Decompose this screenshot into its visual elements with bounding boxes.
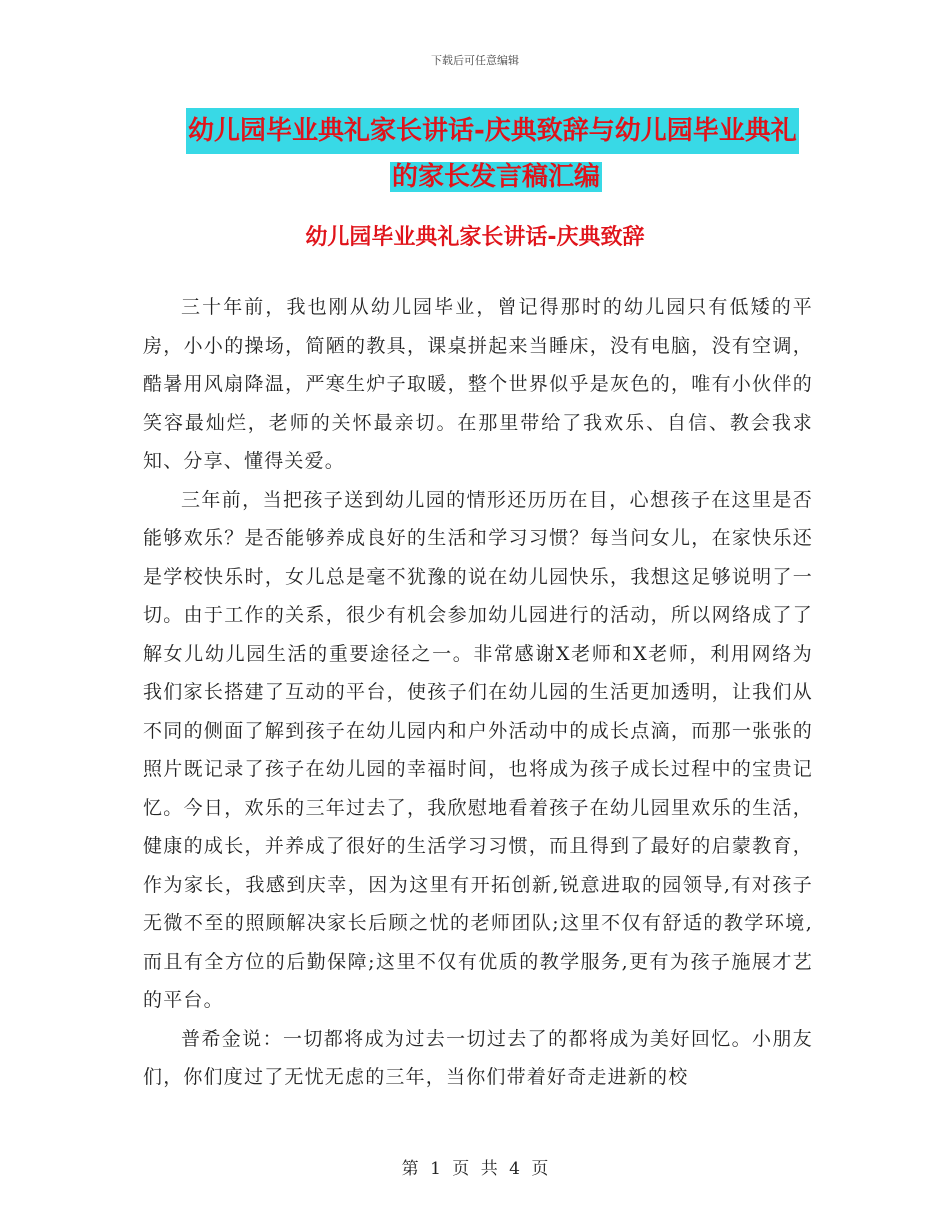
document-title-line-2-wrapper [186,154,806,200]
section-title: 幼儿园毕业典礼家长讲话-庆典致辞 [305,225,645,250]
document-title [186,108,797,200]
page-header-note: 下载后可任意编辑 [431,54,519,67]
paragraph: 三年前，当把孩子送到幼儿园的情形还历历在目，心想孩子在这里是否能够欢乐？是否能够养成良好的生活和学习习惯？每当问女儿，在家快乐还是学校快乐时，女儿总是毫不犹豫的说在幼儿园快乐，我想这足够说明了一切。由于工作的关系，很少有机会参加幼儿园进行的活动，所以网络成了了解女儿幼儿园生活的重要途径之一。非常感谢X老师和X老师，利用网络为我们家长搭建了互动的平台，使孩子们在幼儿园的生活更加透明，让我们从不同的侧面了解到孩子在幼儿园内和户外活动中的成长点滴，而那一张张的照片既记录了孩子在幼儿园的幸福时间，也将成为孩子成长过程中的宝贵记忆。今日，欢乐的三年过去了，我欣慰地看着孩子在幼儿园里欢乐的生活，健康的成长，并养成了很好的生活学习习惯，而且得到了最好的启蒙教育，作为家长，我感到庆幸，因为这里有开拓创新,锐意进取的园领导,有对孩子无微不至的照顾解决家长后顾之忧的老师团队;这里不仅有舒适的教学环境,而且有全方位的后勤保障;这里不仅有优质的教学服务,更有为孩子施展才艺的平台。 [143,488,813,1011]
body-text [143,288,813,1097]
document-title-line-2: 的家长发言稿汇编 [391,162,600,192]
paragraph: 普希金说：一切都将成为过去一切过去了的都将成为美好回忆。小朋友们，你们度过了无忧无虑的三年，当你们带着好奇走进新的校 [143,1027,813,1088]
page-number: 第 1 页 共 4 页 [401,1159,549,1179]
paragraph: 三十年前，我也刚从幼儿园毕业，曾记得那时的幼儿园只有低矮的平房，小小的操场，简陋的教具，课桌拼起来当睡床，没有电脑，没有空调，酷暑用风扇降温，严寒生炉子取暖，整个世界似乎是灰色的，唯有小伙伴的笑容最灿烂，老师的关怀最亲切。在那里带给了我欢乐、自信、教会我求知、分享、懂得关爱。 [143,296,813,472]
document-title-line-1: 幼儿园毕业典礼家长讲话-庆典致辞与幼儿园毕业典礼 [186,108,799,154]
